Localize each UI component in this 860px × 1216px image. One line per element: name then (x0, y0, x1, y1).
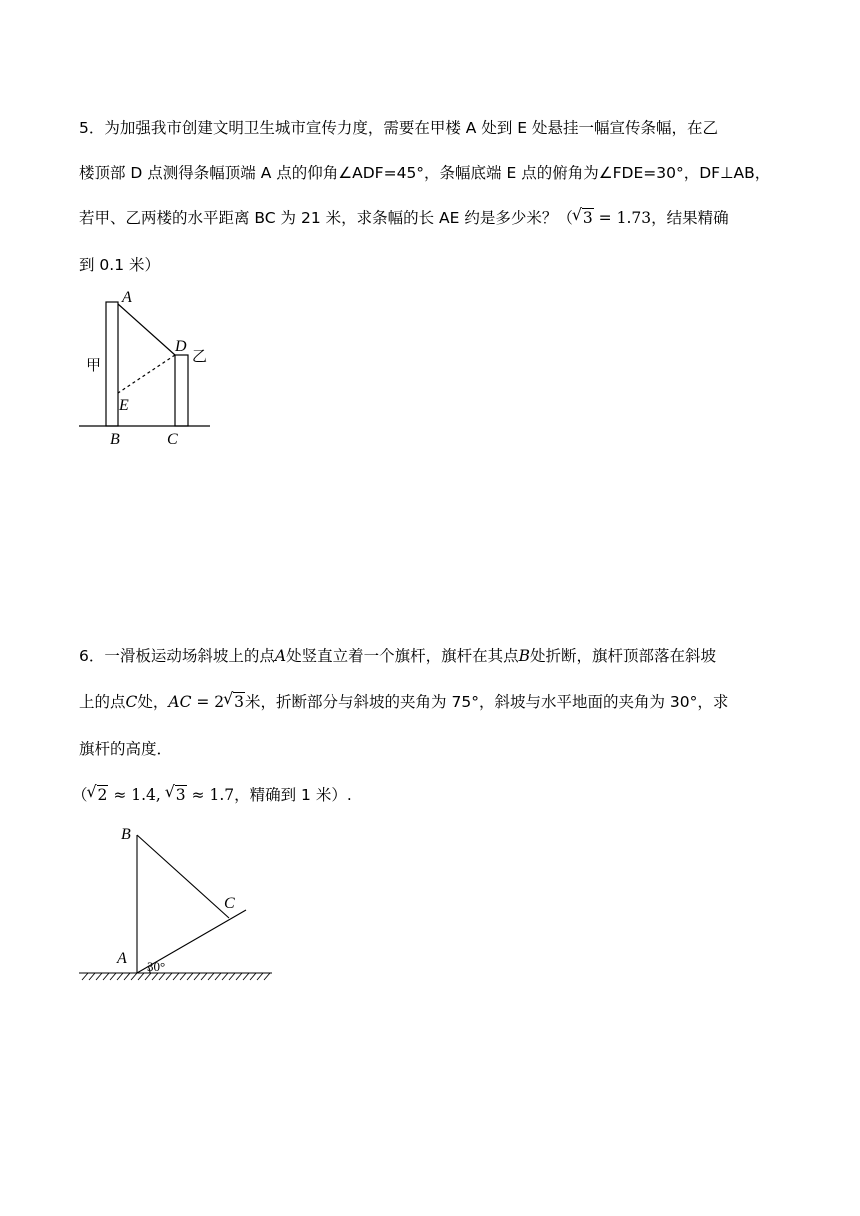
slope-line (137, 910, 246, 973)
problem6-line2-eq: = 2 (191, 693, 225, 711)
line-AD (118, 304, 175, 355)
problem6-approx2: ≈ 1.4, (108, 786, 166, 804)
problem6-line1 (79, 646, 716, 666)
problem6-line3: 旗杆的高度． (79, 740, 173, 758)
problem6-line2-pre: 上的点 (79, 693, 126, 711)
problem6-line2 (79, 692, 728, 712)
label-B: B (121, 826, 131, 843)
problem6-line4-post: ，精确到 1 米）. (234, 786, 352, 804)
problem6-var-B: B (518, 647, 530, 665)
problem5-line4: 到 0.1 米） (79, 256, 161, 274)
problem5-line2: 楼顶部 D 点测得条幅顶端 A 点的仰角∠ADF=45°，条幅底端 E 点的俯角为∠FDE=30°，DF⊥AB， (79, 164, 771, 182)
problem6-line2-post: 米，折断部分与斜坡的夹角为 75°，斜坡与水平地面的夹角为 30°，求 (245, 693, 729, 711)
label-A: A (117, 950, 127, 967)
sqrt-symbol (573, 208, 594, 228)
problem6-line1-post: 处折断，旗杆顶部落在斜坡 (529, 647, 716, 665)
problem6-line1-mid: 处竖直立着一个旗杆，旗杆在其点 (286, 647, 519, 665)
sqrt-symbol (224, 692, 245, 712)
angle-arc (148, 966, 150, 973)
label-C: C (167, 431, 178, 448)
sqrt-symbol (88, 785, 109, 805)
problem6-var-A: A (274, 647, 287, 665)
problem6-line4 (72, 785, 352, 805)
problem6-line1-pre: 6．一滑板运动场斜坡上的点 (79, 647, 275, 665)
problem5-line1: 5．为加强我市创建文明卫生城市宣传力度，需要在甲楼 A 处到 E 处悬挂一幅宣传条幅，在乙 (79, 119, 718, 137)
problem5-line3-pre: 若甲、乙两楼的水平距离 BC 为 21 米，求条幅的长 AE 约是多少米？（ (79, 209, 573, 227)
sqrt-radicand: 2 (97, 786, 108, 804)
problem5-line3 (79, 208, 729, 228)
label-D: D (175, 338, 187, 355)
line-DE-dashed (118, 355, 175, 393)
label-A: A (122, 289, 132, 306)
problem6-line2-mid: 处， (137, 693, 169, 711)
sqrt-radicand: 3 (234, 693, 245, 711)
angle-label: 30° (147, 959, 166, 974)
sqrt-radicand: 3 (582, 209, 593, 227)
label-B: B (110, 431, 120, 448)
problem5-line3-eq: = 1.73 (593, 209, 652, 227)
sqrt-symbol (166, 785, 187, 805)
building-jia (106, 302, 118, 426)
label-jia: 甲 (86, 356, 102, 374)
problem6-line4-open: （ (72, 786, 88, 804)
sqrt-radicand: 3 (175, 786, 186, 804)
problem6-var-AC: AC (168, 693, 192, 711)
label-E: E (119, 397, 129, 414)
broken-part-BC (137, 835, 229, 918)
ground-hatching (82, 973, 270, 980)
problem6-approx3: ≈ 1.7 (186, 786, 235, 804)
label-yi: 乙 (192, 347, 208, 365)
problem5-line3-post: ，结果精确 (651, 209, 729, 227)
label-C: C (224, 895, 235, 912)
problem6-var-C: C (125, 693, 138, 711)
building-yi (175, 355, 188, 426)
